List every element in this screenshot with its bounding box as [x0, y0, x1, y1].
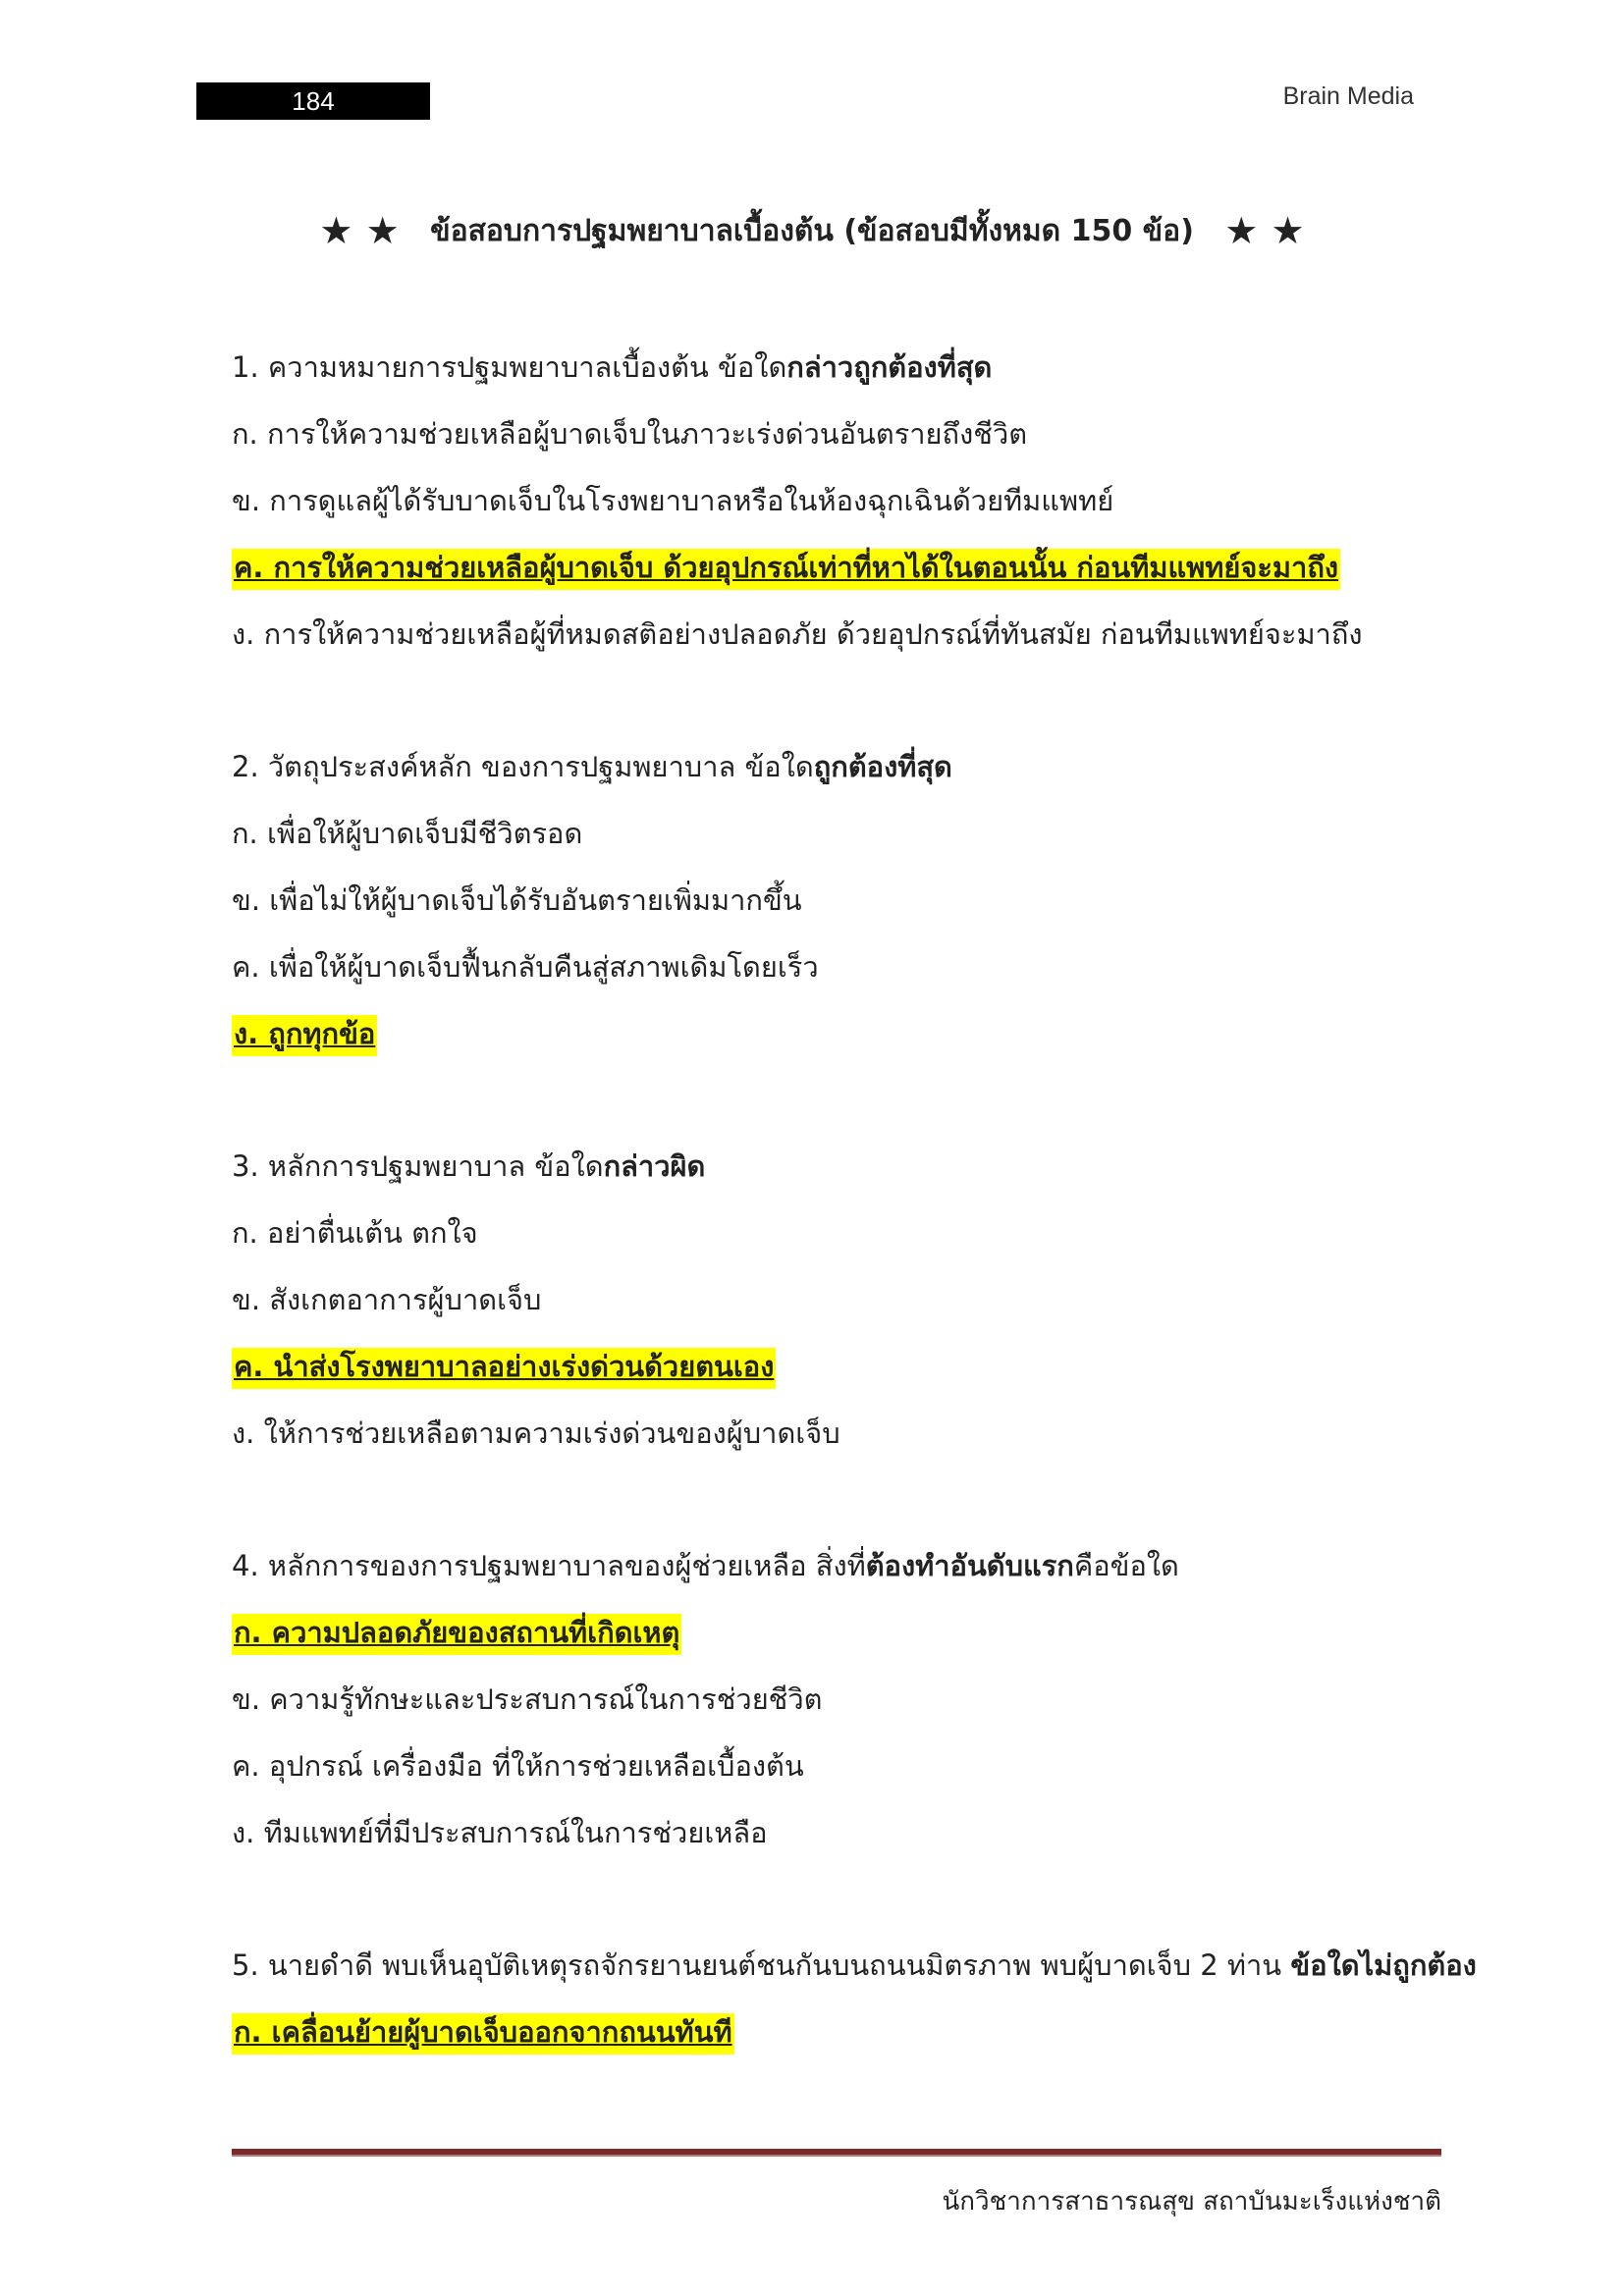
- footer-divider: [232, 2149, 1441, 2157]
- document-title: [245, 208, 1379, 254]
- choice: ง. ทีมแพทย์ที่มีประสบการณ์ในการช่วยเหลือ: [232, 1816, 768, 1849]
- choice-correct-answer: ค. นำส่งโรงพยาบาลอย่างเร่งด่วนด้วยตนเอง: [232, 1333, 1439, 1400]
- choice-correct-answer: ค. การให้ความช่วยเหลือผู้บาดเจ็บ ด้วยอุปกรณ์เท่าที่หาได้ในตอนนั้น ก่อนทีมแพทย์จะมาถึง: [232, 534, 1439, 601]
- question-4: [232, 1532, 1439, 1866]
- star-icon: ★ ★: [1224, 209, 1305, 252]
- choice: ค. อุปกรณ์ เครื่องมือ ที่ให้การช่วยเหลือเบื้องต้น: [232, 1749, 804, 1783]
- question-stem: 4. หลักการของการปฐมพยาบาลของผู้ช่วยเหลือ สิ่งที่ต้องทำอันดับแรกคือข้อใด: [232, 1549, 1179, 1582]
- question-stem: 3. หลักการปฐมพยาบาล ข้อใดกล่าวผิด: [232, 1149, 706, 1183]
- footer-text: นักวิชาการสาธารณสุข สถาบันมะเร็งแห่งชาติ: [942, 2187, 1441, 2216]
- choice: ก. อย่าตื่นเต้น ตกใจ: [232, 1216, 478, 1250]
- choice: ง. การให้ความช่วยเหลือผู้ที่หมดสติอย่างปลอดภัย ด้วยอุปกรณ์ที่ทันสมัย ก่อนทีมแพทย์จะมาถึง: [232, 617, 1363, 651]
- question-stem: 1. ความหมายการปฐมพยาบาลเบื้องต้น ข้อใดกล่าวถูกต้องที่สุด: [232, 350, 993, 384]
- choice: ข. สังเกตอาการผู้บาดเจ็บ: [232, 1283, 542, 1316]
- choice: ง. ให้การช่วยเหลือตามความเร่งด่วนของผู้บาดเจ็บ: [232, 1416, 840, 1450]
- question-2: [232, 733, 1439, 1067]
- choice: ค. เพื่อให้ผู้บาดเจ็บฟื้นกลับคืนสู่สภาพเดิมโดยเร็ว: [232, 950, 819, 984]
- question-3: [232, 1133, 1439, 1467]
- question-5: [232, 1932, 1477, 2065]
- question-1: [232, 334, 1439, 667]
- question-stem: 5. นายดำดี พบเห็นอุบัติเหตุรถจักรยานยนต์ชนกันบนถนนมิตรภาพ พบผู้บาดเจ็บ 2 ท่าน ข้อใดไม่ถูกต้อง: [232, 1949, 1477, 1982]
- choice: ข. เพื่อไม่ให้ผู้บาดเจ็บได้รับอันตรายเพิ่มมากขึ้น: [232, 883, 802, 917]
- header-brand: Brain Media: [1282, 82, 1414, 110]
- star-icon: ★ ★: [319, 209, 400, 252]
- choice: ข. การดูแลผู้ได้รับบาดเจ็บในโรงพยาบาลหรือในห้องฉุกเฉินด้วยทีมแพทย์: [232, 484, 1114, 517]
- choice: ก. การให้ความช่วยเหลือผู้บาดเจ็บในภาวะเร่งด่วนอันตรายถึงชีวิต: [232, 417, 1028, 451]
- choice-correct-answer: ก. เคลื่อนย้ายผู้บาดเจ็บออกจากถนนทันที: [232, 1999, 1439, 2065]
- choice-correct-answer: ก. ความปลอดภัยของสถานที่เกิดเหตุ: [232, 1599, 1439, 1666]
- choice: ก. เพื่อให้ผู้บาดเจ็บมีชีวิตรอด: [232, 817, 583, 850]
- question-list: [232, 334, 1477, 2131]
- choice-correct-answer: ง. ถูกทุกข้อ: [232, 1000, 1439, 1067]
- page-number: 184: [196, 82, 430, 120]
- question-stem: 2. วัตถุประสงค์หลัก ของการปฐมพยาบาล ข้อใดถูกต้องที่สุด: [232, 750, 952, 783]
- title-text: ข้อสอบการปฐมพยาบาลเบื้องต้น (ข้อสอบมีทั้งหมด 150 ข้อ): [430, 214, 1194, 248]
- choice: ข. ความรู้ทักษะและประสบการณ์ในการช่วยชีวิต: [232, 1682, 823, 1716]
